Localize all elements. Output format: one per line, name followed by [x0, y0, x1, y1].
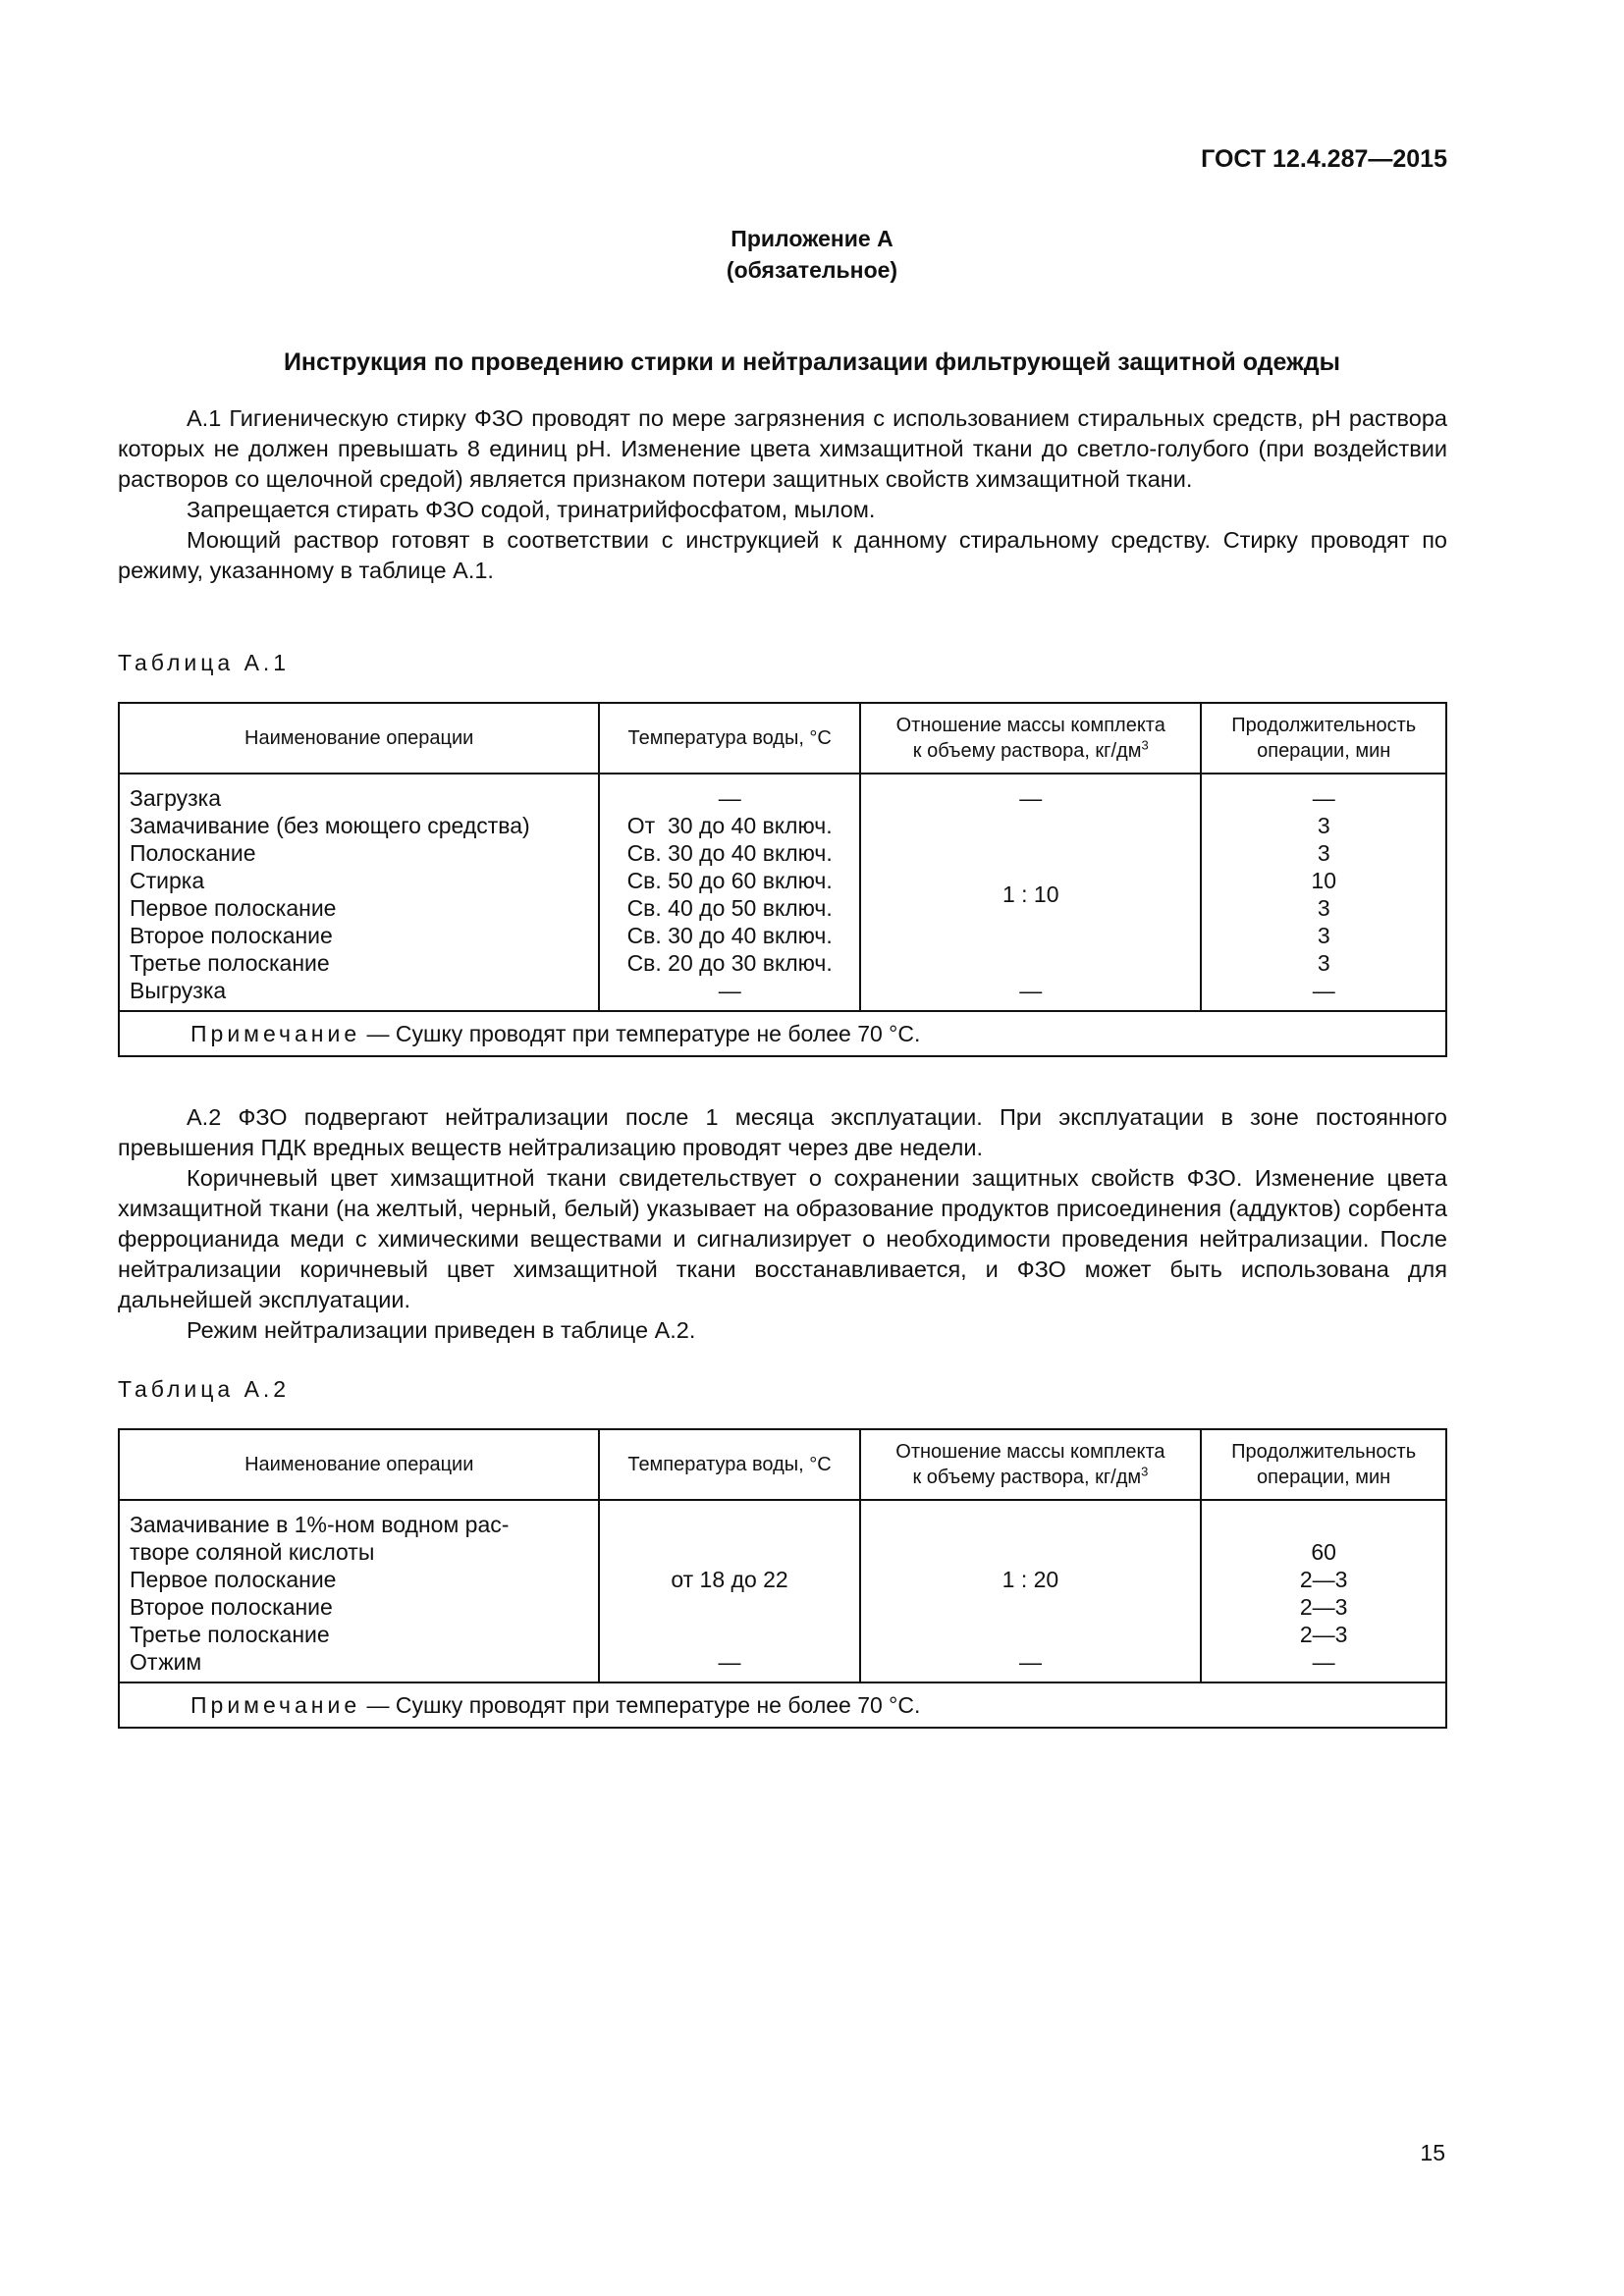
paragraph-prohibition: Запрещается стирать ФЗО содой, тринатрийфосфатом, мылом.: [187, 497, 876, 522]
table-row: Стирка: [130, 868, 205, 893]
table-a1-caption-word: Таблица: [118, 650, 235, 675]
ratio-cell: — 1 : 10 —: [860, 774, 1201, 1011]
table-a2-note: Примечание — Сушку проводят при температуре не более 70 °С.: [119, 1682, 1446, 1728]
header-duration: Продолжительность операции, мин: [1201, 703, 1446, 774]
paragraph-neutralization-ref: Режим нейтрализации приведен в таблице А.2.: [187, 1317, 696, 1343]
table-row: Загрузка: [130, 785, 222, 811]
table-a1: [118, 702, 1447, 1057]
paragraph-washing-solution: Моющий раствор готовят в соответствии с инструкцией к данному стиральному средству. Стирку проводят по режиму, указанному в таблице А.1.: [118, 527, 1447, 583]
table-a1-caption: [118, 650, 290, 676]
operations-cell: [119, 774, 599, 1011]
section-a1-text: [118, 403, 1447, 586]
document-code: ГОСТ 12.4.287—2015: [1201, 145, 1447, 173]
header-temperature: Температура воды, °С: [599, 703, 860, 774]
appendix-status: (обязательное): [726, 257, 898, 283]
table-row: Замачивание в 1%-ном водном рас-: [130, 1512, 510, 1537]
paragraph-a2: А.2 ФЗО подвергают нейтрализации после 1 месяца эксплуатации. При эксплуатации в зоне постоянного превышения ПДК вредных веществ нейтрализацию проводят через две недели.: [118, 1104, 1447, 1160]
header-ratio: Отношение массы комплекта к объему раствора, $кг/дм^3$: [860, 703, 1201, 774]
table-row: Третье полоскание: [130, 1622, 330, 1647]
table-row: Полоскание: [130, 840, 256, 866]
table-a1-note: Примечание — Сушку проводят при температуре не более 70 °С.: [119, 1011, 1446, 1056]
table-a2-body-row: [119, 1500, 1446, 1682]
table-row: Третье полоскание: [130, 950, 330, 976]
table-a2-caption: [118, 1376, 290, 1403]
table-a1-header-row: [119, 703, 1446, 774]
header-temperature: Температура воды, °С: [599, 1429, 859, 1500]
table-a2-note-row: [119, 1682, 1446, 1728]
header-duration: Продолжительность операции, мин: [1201, 1429, 1446, 1500]
ratio-cell: 1 : 20 —: [860, 1500, 1202, 1682]
page-number: 15: [1420, 2140, 1445, 2165]
table-a2-header-row: [119, 1429, 1446, 1500]
section-heading: Инструкция по проведению стирки и нейтрализации фильтрующей защитной одежды: [283, 348, 1341, 376]
table-a1-note-row: [119, 1011, 1446, 1056]
table-row: Второе полоскание: [130, 1594, 333, 1620]
durations-cell: 60 2—3 2—3 2—3 —: [1201, 1500, 1446, 1682]
table-a1-body-row: [119, 774, 1446, 1011]
table-row: Первое полоскание: [130, 1567, 337, 1592]
temperatures-cell: от 18 до 22 —: [599, 1500, 859, 1682]
table-row: Первое полоскание: [130, 895, 337, 921]
table-row: Замачивание (без моющего средства): [130, 813, 530, 838]
table-row: творе соляной кислоты: [130, 1539, 375, 1565]
paragraph-a1: А.1 Гигиеническую стирку ФЗО проводят по мере загрязнения с использованием стиральных средств, pH раствора которых не должен превышать 8 единиц pH. Изменение цвета химзащитной ткани до светло-голубого (при воздействии растворов со щелочной средой) является признаком потери защитных свойств химзащитной ткани.: [118, 405, 1447, 492]
paragraph-color-indicator: Коричневый цвет химзащитной ткани свидетельствует о сохранении защитных свойств ФЗО. Изменение цвета химзащитной ткани (на желтый, черный, белый) указывает на образование продуктов присоединения (аддуктов) сорбента ферроцианида меди с химическими веществами и сигнализирует о необходимости проведения нейтрализации. После нейтрализации коричневый цвет химзащитной ткани восстанавливается, и ФЗО может быть использована для дальнейшей эксплуатации.: [118, 1165, 1447, 1312]
table-a1-caption-number: А.1: [244, 650, 291, 675]
header-operation: Наименование операции: [119, 1429, 599, 1500]
table-row: Отжим: [130, 1649, 202, 1675]
table-a2: [118, 1428, 1447, 1729]
header-ratio: Отношение массы комплекта к объему раствора, $кг/дм^3$: [860, 1429, 1202, 1500]
operations-cell: [119, 1500, 599, 1682]
temperatures-cell: — От 30 до 40 включ. Св. 30 до 40 включ. Св. 50 до 60 включ. Св. 40 до 50 включ. Св. 30 до 40 включ. Св. 20 до 30 включ. —: [599, 774, 860, 1011]
durations-cell: — 3 3 10 3 3 3 —: [1201, 774, 1446, 1011]
table-row: Выгрузка: [130, 978, 227, 1003]
header-operation: Наименование операции: [119, 703, 599, 774]
appendix-title: Приложение А: [731, 226, 893, 251]
section-a2-text: [118, 1102, 1447, 1346]
table-a2-caption-word: Таблица: [118, 1376, 235, 1402]
table-row: Второе полоскание: [130, 923, 333, 948]
table-a2-caption-number: А.2: [244, 1376, 291, 1402]
